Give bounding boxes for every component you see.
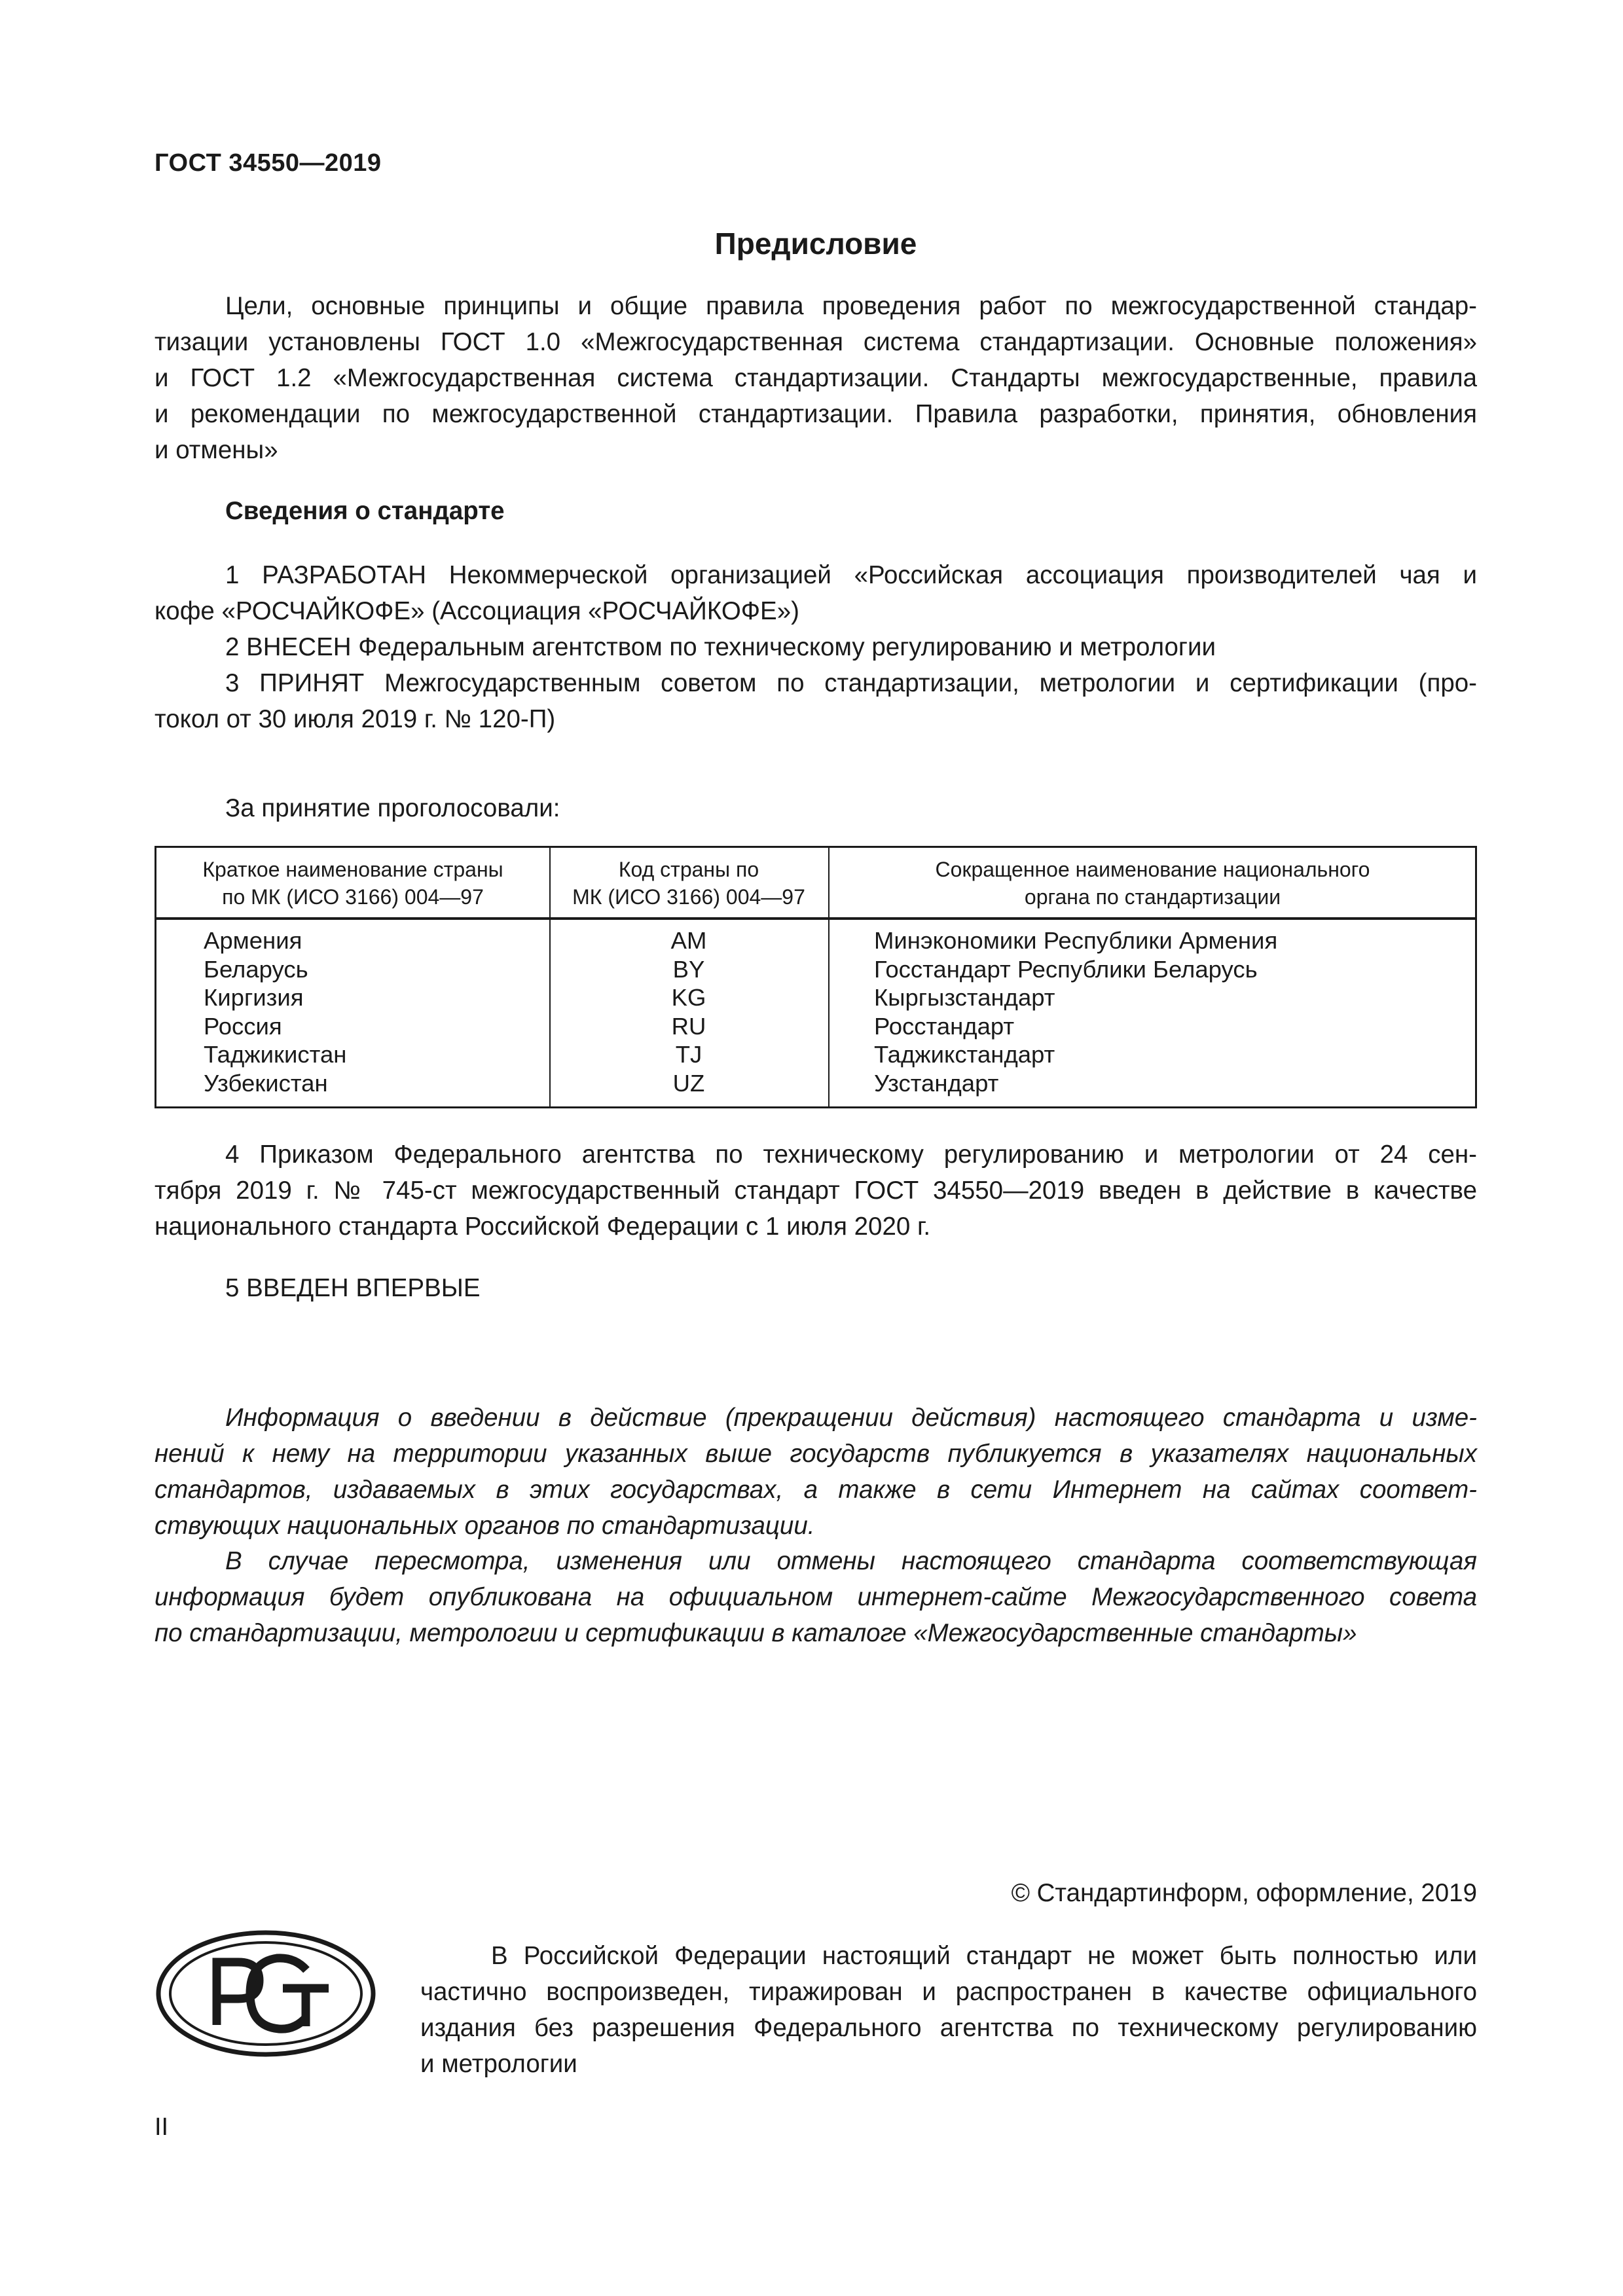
item-3-line-2: токол от 30 июля 2019 г. № 120-П) [155,705,556,733]
table-cell-code: UZ [672,1069,705,1097]
item-1-line-2: кофе «РОСЧАЙКОФЕ» (Ассоциация «РОСЧАЙКОФЕ») [155,597,799,625]
country-column [204,926,346,1097]
table-cell-code: TJ [675,1041,702,1068]
table-cell-body: Кыргызстандарт [874,984,1055,1011]
table-header-body: Сокращенное наименование национального органа по стандартизации [935,858,1370,909]
item-3-line-1: 3 ПРИНЯТ Межгосударственным советом по стандартизации, метрологии и сертификации (про- [225,669,1477,697]
voting-table [155,846,1477,1108]
table-cell-country: Беларусь [204,955,308,983]
table-cell-code: RU [671,1012,706,1040]
item-1-line-1: 1 РАЗРАБОТАН Некоммерческой организацией «Российская ассоциация производителей чая и [225,561,1477,589]
info-paragraph-1: Информация о введении в действие (прекращении действия) настоящего стандарта и изме- нений к нему на территории указанных выше государств публикуется в указателях национальных стандартов, издаваемых в этих государствах, а также в сети Интернет на сайтах соответ- ствующих национальных органов по стандартизации. [155,1404,1477,1540]
table-cell-code: KG [671,984,706,1011]
table-cell-body: Минэкономики Республики Армения [874,927,1278,954]
table-header-country: Краткое наименование страны по МК (ИСО 3166) 004—97 [202,858,503,909]
item-5: 5 ВВЕДЕН ВПЕРВЫЕ [225,1274,481,1302]
page-number: II [155,2113,169,2141]
body-column [874,926,1277,1097]
page-title: Предисловие [714,227,917,261]
document-code: ГОСТ 34550—2019 [155,149,382,177]
table-cell-body: Госстандарт Республики Беларусь [874,955,1258,983]
table-cell-country: Россия [204,1012,282,1040]
table-cell-code: AM [670,927,707,954]
table-cell-country: Армения [204,927,302,954]
table-cell-body: Росстандарт [874,1012,1015,1040]
item-4: 4 Приказом Федерального агентства по техническому регулированию и метрологии от 24 сен- тября 2019 г. № 745-ст межгосударственный стандарт ГОСТ 34550—2019 введен в действие в качестве национального стандарта Российской Федерации с 1 июля 2020 г. [155,1140,1477,1241]
table-cell-body: Узстандарт [874,1069,999,1097]
copyright-notice: В Российской Федерации настоящий стандарт не может быть полностью или частично воспроизведен, тиражирован и распространен в качестве официального издания без разрешения Федерального агентства по техническому регулированию и метрологии [420,1942,1477,2078]
code-column [549,926,828,1097]
info-paragraph-2: В случае пересмотра, изменения или отмены настоящего стандарта соответствующая информация будет опубликована на официальном интернет-сайте Межгосударственного совета по стандартизации, метрологии и сертификации в каталоге «Межгосударственные стандарты» [155,1547,1477,1647]
intro-paragraph: Цели, основные принципы и общие правила проведения работ по межгосударственной стандар- тизации установлены ГОСТ 1.0 «Межгосударственная система стандартизации. Основные положения» и ГОСТ 1.2 «Межгосударственная система стандартизации. Стандарты межгосударственные, правила и рекомендации по межгосударственной стандартизации. Правила разработки, принятия, обновления и отмены» [155,292,1477,464]
item-2: 2 ВНЕСЕН Федеральным агентством по техническому регулированию и метрологии [225,633,1216,661]
table-cell-country: Узбекистан [204,1069,328,1097]
table-cell-country: Киргизия [204,984,304,1011]
table-cell-country: Таджикистан [204,1041,347,1068]
info-heading: Сведения о стандарте [225,497,505,525]
vote-intro: За принятие проголосовали: [225,794,560,822]
items-1-3 [155,557,1477,737]
table-header-divider [156,917,1475,920]
table-header-code: Код страны по МК (ИСО 3166) 004—97 [572,858,805,909]
table-cell-body: Таджикстандарт [874,1041,1055,1068]
pct-certification-mark-icon [155,1928,377,2059]
table-cell-code: BY [672,955,705,983]
copyright: © Стандартинформ, оформление, 2019 [1011,1879,1477,1907]
